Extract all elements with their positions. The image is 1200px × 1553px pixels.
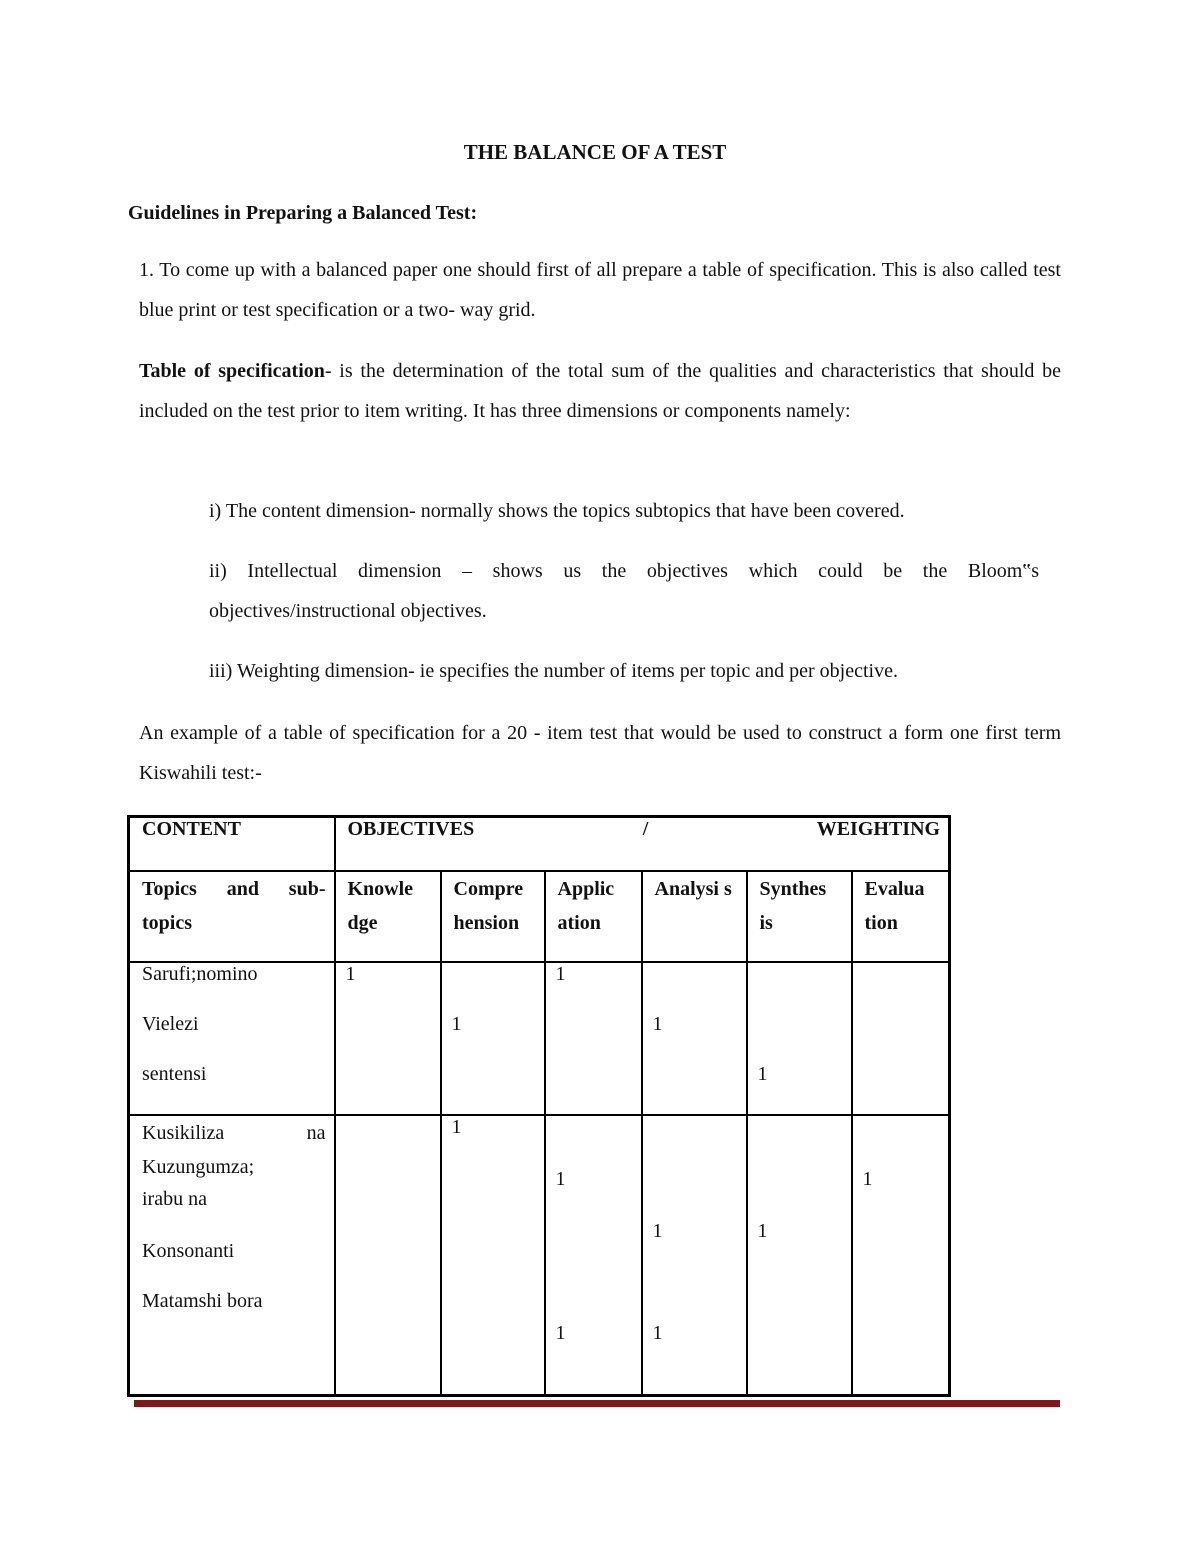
item-count: 1	[555, 1168, 566, 1191]
topic-line: Vielezi	[142, 1013, 199, 1035]
item-count: 1	[757, 1063, 768, 1085]
item-count: 1	[652, 1322, 663, 1345]
content-header: CONTENT	[129, 817, 335, 872]
dimension-item-intellectual: ii) Intellectual dimension – shows us the objectives which could be the Bloom‟s objectives/instructional objectives.	[209, 560, 1039, 622]
topic-line: irabu na	[142, 1188, 207, 1211]
section-heading: Guidelines in Preparing a Balanced Test:	[128, 202, 478, 224]
cell-comprehension	[441, 1115, 545, 1395]
weighting-label: WEIGHTING	[816, 818, 941, 840]
cell-synthesis	[747, 1115, 852, 1395]
definition-text: - is the determination of the total sum of the qualities and characteristics that should be included on the test prior to item writing. It has three dimensions or components namely:	[139, 360, 1062, 422]
item-count: 1	[451, 1116, 462, 1139]
cell-knowledge	[335, 1115, 441, 1395]
cell-evaluation	[852, 962, 950, 1115]
cell-analysis	[642, 962, 747, 1115]
topic-line: Sarufi;nomino	[142, 963, 258, 985]
table-subheader-row	[129, 871, 950, 962]
col-knowledge: Knowle dge	[335, 871, 441, 962]
item-count: 1	[652, 1013, 663, 1035]
topics-header: Topics and sub- topics	[129, 871, 335, 962]
cell-application	[545, 962, 642, 1115]
item-count: 1	[757, 1220, 768, 1243]
guideline-paragraph-1: 1. To come up with a balanced paper one should first of all prepare a table of specification. This is also called test blue print or test specification or a two- way grid.	[139, 259, 1061, 321]
col-evaluation: Evalua tion	[852, 871, 950, 962]
cell-knowledge	[335, 962, 441, 1115]
definition-term: Table of specification	[139, 360, 325, 382]
item-count: 1	[451, 1013, 462, 1035]
table-row	[129, 1115, 950, 1395]
cell-comprehension	[441, 962, 545, 1115]
col-synthesis: Synthes is	[747, 871, 852, 962]
cell-evaluation	[852, 1115, 950, 1395]
specification-table	[127, 815, 951, 1397]
dimension-item-weighting: iii) Weighting dimension- ie specifies the number of items per topic and per objective.	[209, 660, 898, 682]
col-analysis: Analysi s	[642, 871, 747, 962]
footer-divider	[134, 1400, 1060, 1407]
topic-line: sentensi	[142, 1063, 207, 1085]
objectives-label: OBJECTIVES	[347, 818, 475, 840]
item-count: 1	[555, 1322, 566, 1345]
item-count: 1	[652, 1220, 663, 1243]
example-intro-paragraph: An example of a table of specification for a 20 - item test that would be used to construct a form one first term Kiswahili test:-	[139, 722, 1061, 784]
cell-application	[545, 1115, 642, 1395]
topic-line: Konsonanti	[142, 1240, 235, 1263]
topic-line: Matamshi bora	[142, 1290, 263, 1313]
topic-line: Kusikiliza na Kuzungumza;	[142, 1122, 326, 1179]
item-count: 1	[862, 1168, 873, 1191]
item-count: 1	[555, 963, 566, 985]
cell-analysis	[642, 1115, 747, 1395]
cell-synthesis	[747, 962, 852, 1115]
objectives-weighting-header	[335, 817, 950, 872]
dimension-item-content: i) The content dimension- normally shows the topics subtopics that have been covered.	[209, 500, 905, 522]
table-header-row	[129, 817, 950, 872]
col-application: Applic ation	[545, 871, 642, 962]
document-title: THE BALANCE OF A TEST	[463, 140, 727, 164]
table-row	[129, 962, 950, 1115]
topic-cell-grammar	[129, 962, 335, 1115]
definition-paragraph	[139, 351, 1061, 431]
slash-label: /	[642, 818, 649, 840]
col-comprehension: Compre hension	[441, 871, 545, 962]
item-count: 1	[345, 963, 356, 985]
topic-cell-listening	[129, 1115, 335, 1395]
